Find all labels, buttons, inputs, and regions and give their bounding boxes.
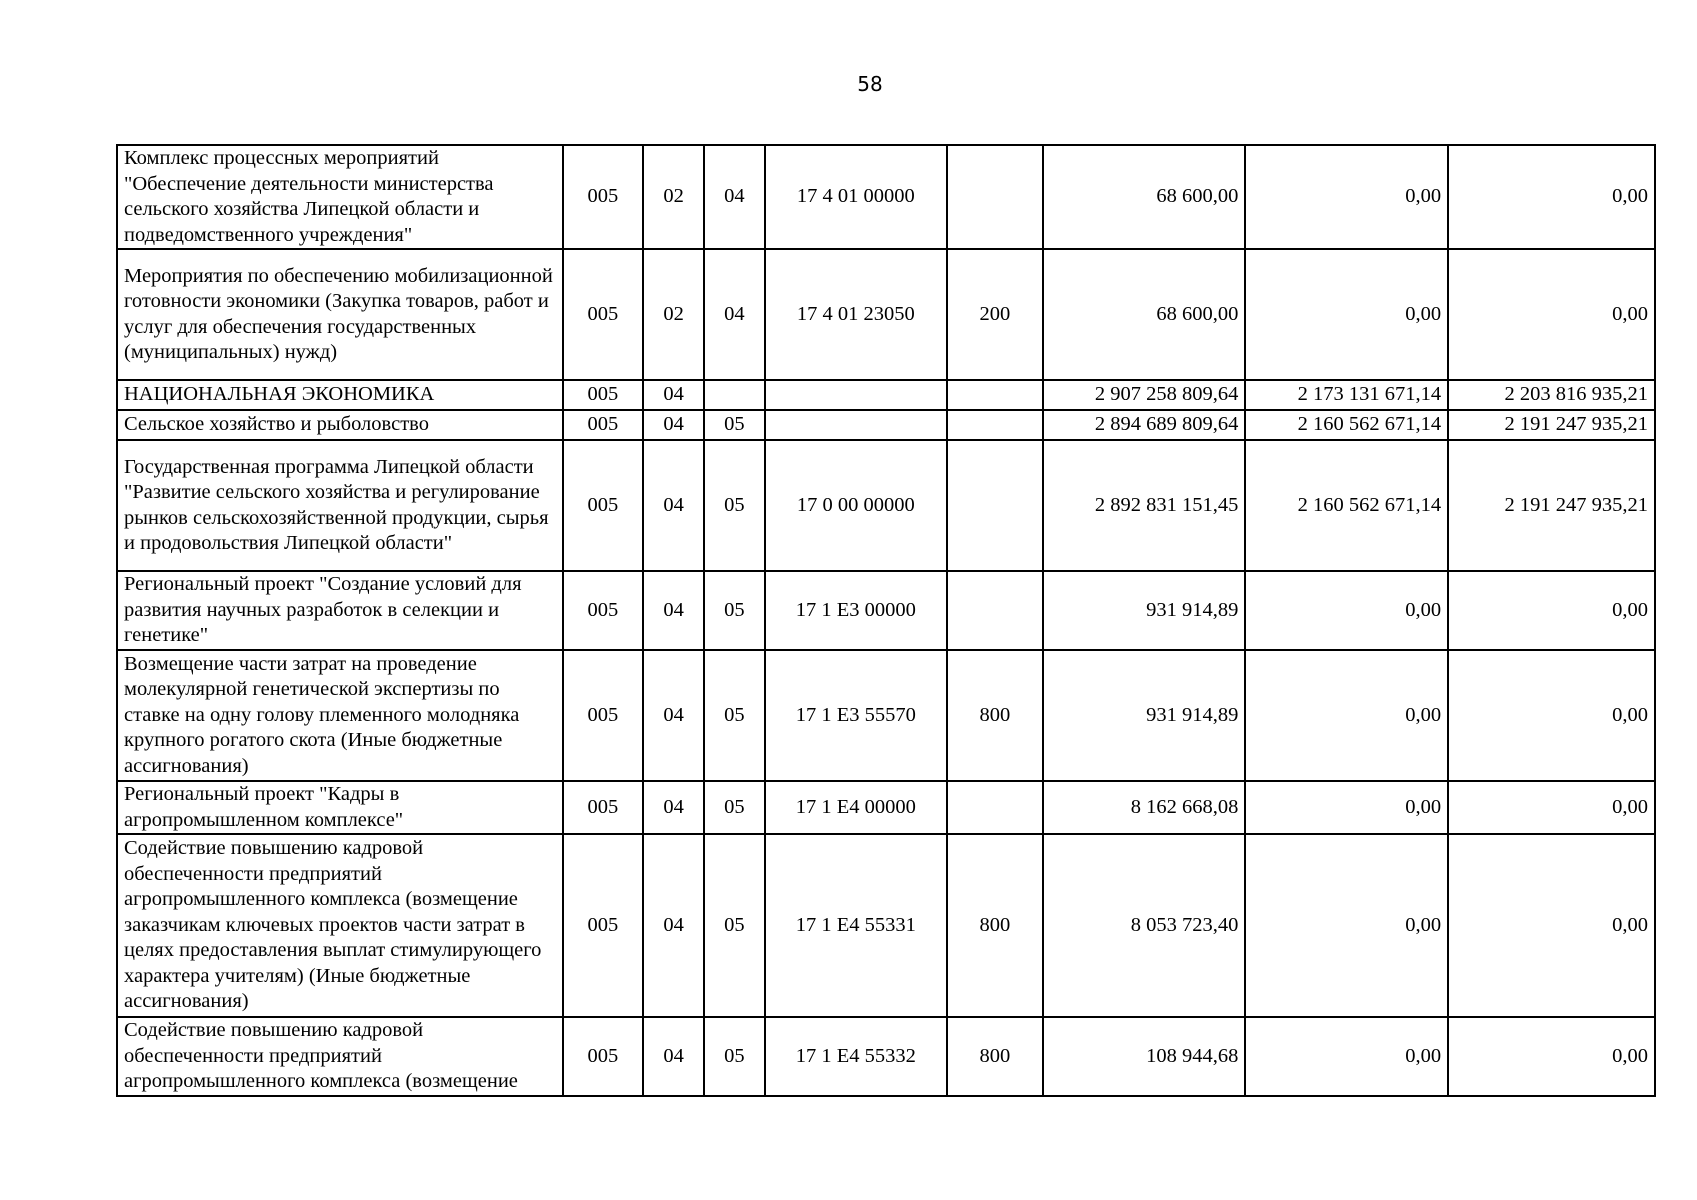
row-csr: 17 1 Е3 00000 xyxy=(765,571,948,650)
row-grbs: 005 xyxy=(563,571,643,650)
row-csr: 17 4 01 00000 xyxy=(765,145,948,249)
row-csr: 17 1 Е4 00000 xyxy=(765,781,948,834)
row-vr xyxy=(947,440,1042,571)
row-grbs: 005 xyxy=(563,145,643,249)
row-sum-2: 2 160 562 671,14 xyxy=(1245,440,1448,571)
table-row xyxy=(117,380,1655,410)
table-row xyxy=(117,1017,1655,1096)
row-csr: 17 1 Е4 55332 xyxy=(765,1017,948,1096)
row-csr: 17 4 01 23050 xyxy=(765,249,948,380)
row-name: Региональный проект "Кадры в агропромышленном комплексе" xyxy=(117,781,563,834)
row-vr: 800 xyxy=(947,834,1042,1017)
row-pr xyxy=(704,380,764,410)
row-pr: 05 xyxy=(704,410,764,440)
row-csr xyxy=(765,410,948,440)
row-sum-1: 2 892 831 151,45 xyxy=(1043,440,1246,571)
row-pr: 04 xyxy=(704,249,764,380)
row-name: Региональный проект "Создание условий для развития научных разработок в селекции и генетике" xyxy=(117,571,563,650)
row-sum-2: 0,00 xyxy=(1245,571,1448,650)
row-rz: 04 xyxy=(643,380,704,410)
row-sum-2: 0,00 xyxy=(1245,650,1448,781)
row-pr: 05 xyxy=(704,650,764,781)
row-sum-2: 2 160 562 671,14 xyxy=(1245,410,1448,440)
row-name: НАЦИОНАЛЬНАЯ ЭКОНОМИКА xyxy=(117,380,563,410)
row-name: Комплекс процессных мероприятий "Обеспечение деятельности министерства сельского хозяйства Липецкой области и подведомственного учреждения" xyxy=(117,145,563,249)
row-sum-3: 2 203 816 935,21 xyxy=(1448,380,1655,410)
row-pr: 05 xyxy=(704,1017,764,1096)
row-name: Содействие повышению кадровой обеспеченности предприятий агропромышленного комплекса (возмещение заказчикам ключевых проектов части затрат в целях предоставления выплат стимулирующего характера учителям) (Иные бюджетные ассигнования) xyxy=(117,834,563,1017)
row-sum-2: 0,00 xyxy=(1245,1017,1448,1096)
row-grbs: 005 xyxy=(563,410,643,440)
row-rz: 04 xyxy=(643,571,704,650)
row-pr: 05 xyxy=(704,440,764,571)
page-number: 58 xyxy=(857,72,883,96)
table-row xyxy=(117,249,1655,380)
row-rz: 04 xyxy=(643,650,704,781)
row-sum-1: 108 944,68 xyxy=(1043,1017,1246,1096)
table-row xyxy=(117,650,1655,781)
row-vr xyxy=(947,145,1042,249)
row-grbs: 005 xyxy=(563,380,643,410)
table-row xyxy=(117,145,1655,249)
row-sum-3: 0,00 xyxy=(1448,781,1655,834)
row-vr: 200 xyxy=(947,249,1042,380)
row-grbs: 005 xyxy=(563,440,643,571)
row-sum-1: 8 162 668,08 xyxy=(1043,781,1246,834)
row-vr xyxy=(947,571,1042,650)
row-pr: 05 xyxy=(704,571,764,650)
row-sum-1: 8 053 723,40 xyxy=(1043,834,1246,1017)
row-name: Возмещение части затрат на проведение молекулярной генетической экспертизы по ставке на одну голову племенного молодняка крупного рогатого скота (Иные бюджетные ассигнования) xyxy=(117,650,563,781)
row-grbs: 005 xyxy=(563,781,643,834)
row-sum-1: 931 914,89 xyxy=(1043,571,1246,650)
row-csr: 17 1 Е4 55331 xyxy=(765,834,948,1017)
table-row xyxy=(117,781,1655,834)
row-pr: 04 xyxy=(704,145,764,249)
row-sum-3: 2 191 247 935,21 xyxy=(1448,410,1655,440)
table-row xyxy=(117,410,1655,440)
row-sum-1: 2 907 258 809,64 xyxy=(1043,380,1246,410)
row-name: Содействие повышению кадровой обеспеченности предприятий агропромышленного комплекса (возмещение xyxy=(117,1017,563,1096)
row-sum-1: 931 914,89 xyxy=(1043,650,1246,781)
row-rz: 02 xyxy=(643,145,704,249)
row-rz: 04 xyxy=(643,410,704,440)
row-rz: 04 xyxy=(643,781,704,834)
row-rz: 04 xyxy=(643,834,704,1017)
row-vr xyxy=(947,380,1042,410)
row-sum-1: 68 600,00 xyxy=(1043,249,1246,380)
row-vr: 800 xyxy=(947,650,1042,781)
row-rz: 04 xyxy=(643,1017,704,1096)
row-rz: 02 xyxy=(643,249,704,380)
row-sum-2: 0,00 xyxy=(1245,249,1448,380)
row-name: Государственная программа Липецкой области "Развитие сельского хозяйства и регулирование рынков сельскохозяйственной продукции, сырья и продовольствия Липецкой области" xyxy=(117,440,563,571)
row-sum-3: 2 191 247 935,21 xyxy=(1448,440,1655,571)
row-sum-2: 0,00 xyxy=(1245,781,1448,834)
row-vr: 800 xyxy=(947,1017,1042,1096)
row-sum-3: 0,00 xyxy=(1448,650,1655,781)
row-vr xyxy=(947,781,1042,834)
table-row xyxy=(117,571,1655,650)
row-sum-3: 0,00 xyxy=(1448,249,1655,380)
row-sum-3: 0,00 xyxy=(1448,571,1655,650)
row-sum-1: 2 894 689 809,64 xyxy=(1043,410,1246,440)
row-sum-2: 0,00 xyxy=(1245,145,1448,249)
table-row xyxy=(117,834,1655,1017)
row-csr: 17 0 00 00000 xyxy=(765,440,948,571)
row-grbs: 005 xyxy=(563,249,643,380)
row-sum-2: 0,00 xyxy=(1245,834,1448,1017)
row-pr: 05 xyxy=(704,834,764,1017)
table-row xyxy=(117,440,1655,571)
row-vr xyxy=(947,410,1042,440)
row-csr: 17 1 Е3 55570 xyxy=(765,650,948,781)
row-sum-3: 0,00 xyxy=(1448,145,1655,249)
row-sum-3: 0,00 xyxy=(1448,834,1655,1017)
row-sum-3: 0,00 xyxy=(1448,1017,1655,1096)
row-name: Мероприятия по обеспечению мобилизационной готовности экономики (Закупка товаров, работ и услуг для обеспечения государственных (муниципальных) нужд) xyxy=(117,249,563,380)
budget-table xyxy=(116,144,1656,1097)
row-grbs: 005 xyxy=(563,650,643,781)
row-pr: 05 xyxy=(704,781,764,834)
row-rz: 04 xyxy=(643,440,704,571)
row-name: Сельское хозяйство и рыболовство xyxy=(117,410,563,440)
row-sum-1: 68 600,00 xyxy=(1043,145,1246,249)
row-grbs: 005 xyxy=(563,834,643,1017)
row-sum-2: 2 173 131 671,14 xyxy=(1245,380,1448,410)
row-grbs: 005 xyxy=(563,1017,643,1096)
row-csr xyxy=(765,380,948,410)
